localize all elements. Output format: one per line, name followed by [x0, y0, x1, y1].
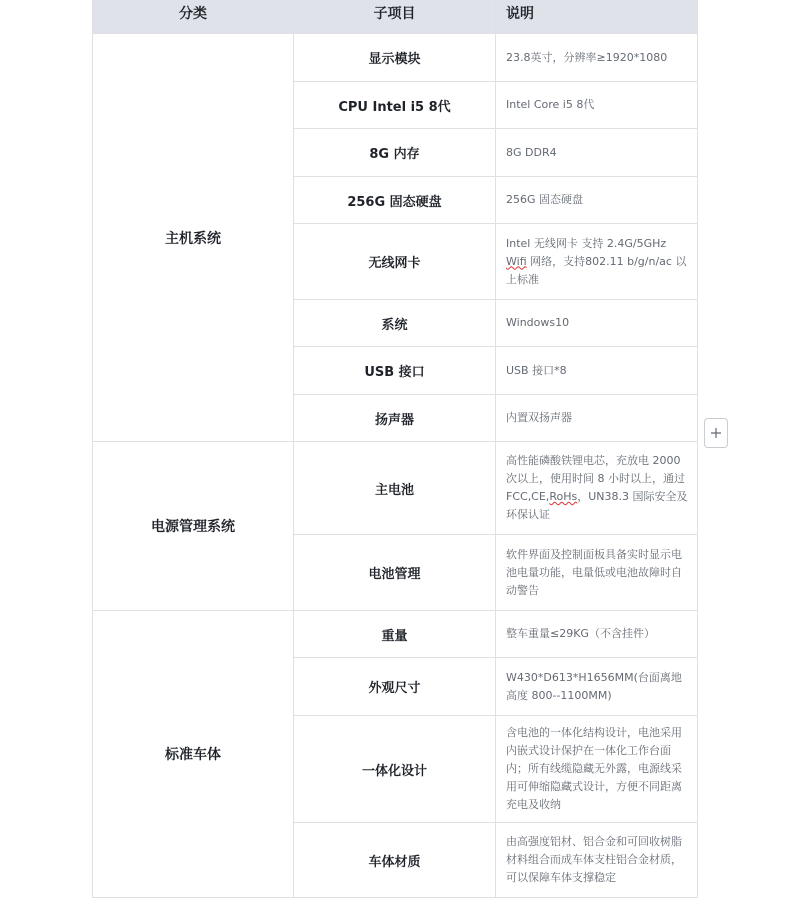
sub-item-cell: 外观尺寸 — [294, 658, 496, 716]
description-cell: 内置双扬声器 — [496, 395, 698, 442]
category-cell: 电源管理系统 — [93, 442, 294, 611]
description-cell: 由高强度铝材、铝合金和可回收树脂材料组合而成车体支柱铝合金材质，可以保障车体支撑稳定 — [496, 823, 698, 898]
description-cell: 软件界面及控制面板具备实时显示电池电量功能，电量低或电池故障时自动警告 — [496, 535, 698, 611]
sub-item-cell: 车体材质 — [294, 823, 496, 898]
description-cell: 256G 固态硬盘 — [496, 177, 698, 224]
description-cell: Windows10 — [496, 300, 698, 347]
description-cell: Intel Core i5 8代 — [496, 82, 698, 129]
header-row — [93, 0, 698, 34]
description-text: ，UN38.3 国际安全及环保认证 — [506, 490, 688, 521]
description-cell: 23.8英寸，分辨率≥1920*1080 — [496, 34, 698, 82]
description-cell: 含电池的一体化结构设计，电池采用内嵌式设计保护在一体化工作台面内；所有线缆隐藏无外露，电源线采用可伸缩隐藏式设计，方便不同距离充电及收纳 — [496, 716, 698, 823]
sub-item-cell: 系统 — [294, 300, 496, 347]
description-cell: W430*D613*H1656MM(台面离地高度 800--1100MM) — [496, 658, 698, 716]
category-cell: 标准车体 — [93, 611, 294, 898]
table-row — [93, 611, 698, 658]
description-cell — [496, 224, 698, 300]
add-column-button[interactable] — [704, 418, 728, 448]
table-row — [93, 34, 698, 82]
description-text: 高性能磷酸铁锂电芯，充放电 2000 次以上，使用时间 8 小时以上，通过 FCC,CE, — [506, 454, 685, 503]
sub-item-cell: CPU Intel i5 8代 — [294, 82, 496, 129]
sub-item-cell: 8G 内存 — [294, 129, 496, 177]
sub-item-cell: 显示模块 — [294, 34, 496, 82]
plus-icon — [710, 427, 722, 439]
spellcheck-word: RoHs — [549, 490, 578, 503]
table-row — [93, 442, 698, 535]
sub-item-cell: 一体化设计 — [294, 716, 496, 823]
sub-item-cell: 主电池 — [294, 442, 496, 535]
description-cell: 8G DDR4 — [496, 129, 698, 177]
sub-item-cell: 重量 — [294, 611, 496, 658]
category-cell: 主机系统 — [93, 34, 294, 442]
description-cell — [496, 442, 698, 535]
header-category: 分类 — [93, 0, 294, 34]
header-description: 说明 — [496, 0, 698, 34]
spec-table-container — [92, 0, 697, 898]
description-cell: 整车重量≤29KG（不含挂件） — [496, 611, 698, 658]
description-text: 网络，支持802.11 b/g/n/ac 以上标准 — [506, 254, 687, 286]
spec-table — [92, 0, 698, 898]
spellcheck-word: Wifi — [506, 254, 527, 268]
sub-item-cell: 电池管理 — [294, 535, 496, 611]
sub-item-cell: USB 接口 — [294, 347, 496, 395]
description-cell: USB 接口*8 — [496, 347, 698, 395]
header-sub-item: 子项目 — [294, 0, 496, 34]
sub-item-cell: 扬声器 — [294, 395, 496, 442]
sub-item-cell: 无线网卡 — [294, 224, 496, 300]
sub-item-cell: 256G 固态硬盘 — [294, 177, 496, 224]
description-text: Intel 无线网卡 支持 2.4G/5GHz — [506, 236, 667, 250]
